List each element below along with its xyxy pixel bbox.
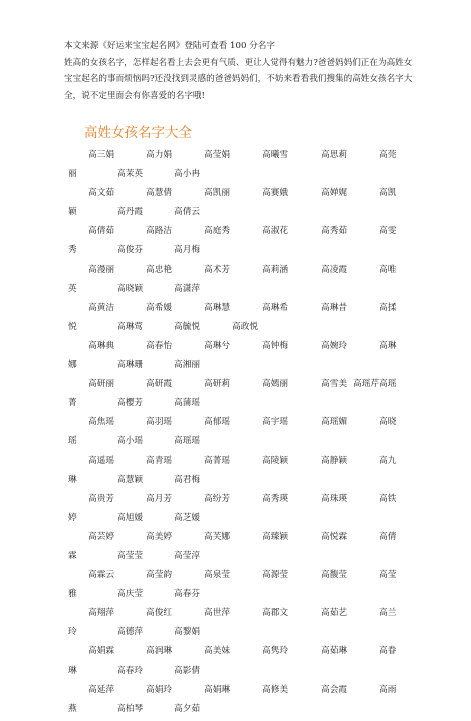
- name-cell: 高力娟: [146, 150, 173, 160]
- name-cell: 高雪美: [321, 379, 348, 390]
- name-row: [70, 454, 416, 473]
- name-cell: 婷: [68, 512, 77, 523]
- name-cell: 高思莉: [321, 150, 348, 160]
- name-cell: 高黄洁: [88, 302, 115, 313]
- name-cell: 高钟梅: [262, 340, 289, 351]
- name-cell: 高文茹: [88, 188, 115, 199]
- name-cell: 高晓: [379, 417, 397, 428]
- name-row: [70, 683, 416, 702]
- name-cell: 丽: [68, 169, 77, 180]
- name-cell: 高揉: [379, 302, 397, 313]
- name-cell: 高君梅: [174, 474, 201, 485]
- name-cell: 高琳昔: [321, 302, 348, 313]
- name-grid: [70, 148, 416, 721]
- name-cell: 高雯: [379, 226, 397, 237]
- name-cell: 玲: [68, 627, 77, 638]
- name-cell: 高九: [379, 455, 397, 466]
- name-cell: 高郡文: [262, 608, 289, 619]
- name-cell: 高倩: [379, 531, 397, 542]
- name-cell: 高秀茹: [321, 226, 348, 237]
- name-cell: 高曦雪: [262, 150, 289, 160]
- name-cell: 高月芳: [146, 493, 173, 504]
- name-cell: 菁: [68, 398, 77, 409]
- name-cell: 高茹琳: [321, 646, 348, 657]
- name-cell: 高庆莹: [117, 589, 144, 600]
- name-row: [70, 549, 416, 568]
- name-row: [70, 530, 416, 549]
- name-row: [70, 224, 416, 243]
- name-cell: 高青瑶: [146, 455, 173, 466]
- name-cell: 高术芳: [204, 264, 231, 275]
- name-cell: 高莹淳: [174, 550, 201, 561]
- name-row: [70, 644, 416, 663]
- name-row: [70, 320, 416, 339]
- name-cell: 高春玲: [117, 665, 144, 676]
- name-cell: 高娟霖: [88, 646, 115, 657]
- name-row: [70, 625, 416, 644]
- name-cell: 高悦霖: [321, 531, 348, 542]
- name-cell: 高延萍: [88, 684, 115, 695]
- source-line: 本文来源《好运来宝宝起名网》登陆可查看 100 分名字: [64, 41, 275, 51]
- name-cell: 高莞: [379, 150, 397, 160]
- name-cell: 高珠瑛: [321, 493, 348, 504]
- name-row: [70, 243, 416, 262]
- name-cell: 高研霞: [146, 379, 173, 390]
- name-row: [70, 263, 416, 282]
- name-cell: 高赛娥: [262, 188, 289, 199]
- name-row: [70, 339, 416, 358]
- name-row: [70, 167, 416, 186]
- name-cell: 高瑶芹: [353, 379, 380, 390]
- name-cell: 高琳莺: [117, 321, 144, 332]
- name-cell: 高蒲瑶: [174, 398, 201, 409]
- name-cell: 高翔萍: [88, 608, 115, 619]
- name-row: [70, 434, 416, 453]
- name-cell: 高忠艳: [146, 264, 173, 275]
- name-cell: 高黎娟: [174, 627, 201, 638]
- name-cell: 高秀瑛: [262, 493, 289, 504]
- name-row: [70, 282, 416, 301]
- name-cell: 高德萍: [117, 627, 144, 638]
- name-cell: 高陵颖: [262, 455, 289, 466]
- name-cell: 高焦瑶: [88, 417, 115, 428]
- name-cell: 高政悦: [232, 321, 259, 332]
- name-cell: 高路洁: [146, 226, 173, 237]
- name-cell: 高倩云: [174, 207, 201, 218]
- name-cell: 高琳希: [262, 302, 289, 313]
- name-cell: 高慧颖: [117, 474, 144, 485]
- name-cell: 高泉莹: [204, 570, 231, 581]
- name-cell: 高修美: [262, 684, 289, 695]
- name-cell: 琳: [68, 665, 77, 676]
- name-cell: 高郁瑶: [204, 417, 231, 428]
- name-cell: 高湘丽: [174, 360, 201, 371]
- name-cell: 高茉英: [117, 169, 144, 180]
- name-cell: 高铁: [379, 493, 397, 504]
- name-cell: 英: [68, 283, 77, 294]
- name-row: [70, 148, 416, 167]
- name-row: [70, 492, 416, 511]
- name-cell: 高凌霞: [321, 264, 348, 275]
- name-cell: 高雨: [379, 684, 397, 695]
- name-cell: 高瑶媚: [321, 417, 348, 428]
- name-cell: 高晓颖: [117, 283, 144, 294]
- name-cell: 高兰: [379, 608, 397, 619]
- name-cell: 高凯丽: [204, 188, 231, 199]
- name-cell: 高小冉: [174, 169, 201, 180]
- name-cell: 高茹艺: [321, 608, 348, 619]
- intro-text: 姓高的女孩名字，怎样起名看上去会更有气质、更让人觉得有魅力?爸爸妈妈们正在为高姓女宝宝起名的事而烦恼吗?还没找到灵感的爸爸妈妈们，不妨来看看我们搜集的高姓女孩名字大全，说不定里面会有你喜爱的名字哦!: [64, 57, 413, 101]
- section-heading: 高姓女孩名字大全: [84, 125, 192, 141]
- name-row: [70, 358, 416, 377]
- name-cell: 高倩茹: [88, 226, 115, 237]
- name-cell: 高俊芬: [117, 245, 144, 256]
- name-cell: 高小瑶: [117, 436, 144, 447]
- name-row: [70, 396, 416, 415]
- name-row: [70, 587, 416, 606]
- name-cell: 高娟琳: [204, 684, 231, 695]
- name-cell: 高芸婷: [88, 531, 115, 542]
- name-cell: 高菁瑶: [204, 455, 231, 466]
- name-cell: 高夕茹: [174, 703, 201, 714]
- name-row: [70, 301, 416, 320]
- name-cell: 高婉玲: [321, 340, 348, 351]
- name-cell: 高美妹: [204, 646, 231, 657]
- name-cell: 高静颖: [321, 455, 348, 466]
- name-row: [70, 473, 416, 492]
- name-cell: 雅: [68, 589, 77, 600]
- name-row: [70, 702, 416, 721]
- name-cell: 娜: [68, 360, 77, 371]
- name-cell: 高春芬: [174, 589, 201, 600]
- name-cell: 高源莹: [262, 570, 289, 581]
- name-cell: 高庭秀: [204, 226, 231, 237]
- name-cell: 颖: [68, 207, 77, 218]
- name-row: [70, 205, 416, 224]
- name-cell: 高春怡: [146, 340, 173, 351]
- name-cell: 燕: [68, 703, 77, 714]
- intro-paragraph: [64, 38, 420, 104]
- name-cell: 高润琳: [146, 646, 173, 657]
- name-cell: 高馥莹: [321, 570, 348, 581]
- name-cell: 高霖云: [88, 570, 115, 581]
- name-cell: 高芙娜: [204, 531, 231, 542]
- name-cell: 霖: [68, 550, 77, 561]
- name-cell: 高莹韵: [146, 570, 173, 581]
- name-cell: 高琳珊: [117, 360, 144, 371]
- name-cell: 琳: [68, 474, 77, 485]
- name-row: [70, 664, 416, 683]
- name-cell: 高淑花: [262, 226, 289, 237]
- name-cell: 秀: [68, 245, 77, 256]
- name-cell: 悦: [68, 321, 77, 332]
- name-cell: 高莉涵: [262, 264, 289, 275]
- name-cell: 高漫丽: [88, 264, 115, 275]
- name-cell: 高宇瑶: [262, 417, 289, 428]
- name-cell: 高旭媛: [117, 512, 144, 523]
- name-cell: 高研莉: [204, 379, 231, 390]
- name-cell: 高琳: [379, 340, 397, 351]
- name-cell: 高莹娟: [204, 150, 231, 160]
- name-cell: 高莹: [379, 570, 397, 581]
- name-cell: 高丹霞: [117, 207, 144, 218]
- name-row: [70, 377, 416, 396]
- name-cell: 高嫣丽: [262, 379, 289, 390]
- name-row: [70, 568, 416, 587]
- name-row: [70, 186, 416, 205]
- name-cell: 高柏琴: [117, 703, 144, 714]
- name-row: [70, 511, 416, 530]
- name-cell: 高眷: [379, 646, 397, 657]
- name-cell: 高芝媛: [174, 512, 201, 523]
- name-cell: 高纷芳: [204, 493, 231, 504]
- name-cell: 高唯: [379, 264, 397, 275]
- name-cell: 高俊红: [146, 608, 173, 619]
- name-cell: 高羽瑶: [146, 417, 173, 428]
- name-cell: 瑶: [68, 436, 77, 447]
- name-cell: 高隽玲: [262, 646, 289, 657]
- name-cell: 高世萍: [204, 608, 231, 619]
- name-cell: 高三娟: [88, 150, 115, 160]
- name-cell: 高慧倩: [146, 188, 173, 199]
- name-cell: 高琳典: [88, 340, 115, 351]
- name-cell: 高凯: [379, 188, 397, 199]
- name-cell: 高臻颖: [262, 531, 289, 542]
- name-cell: 高影倩: [174, 665, 201, 676]
- name-cell: 高娟玲: [146, 684, 173, 695]
- name-cell: 高琳兮: [204, 340, 231, 351]
- name-cell: 高樱芳: [117, 398, 144, 409]
- name-cell: 高美婷: [146, 531, 173, 542]
- name-cell: 高遥瑶: [88, 455, 115, 466]
- name-cell: 高瑶: [379, 379, 397, 390]
- name-cell: 高希媛: [146, 302, 173, 313]
- name-cell: 高会霞: [321, 684, 348, 695]
- name-cell: 高莹莹: [117, 550, 144, 561]
- name-cell: 高毓悦: [174, 321, 201, 332]
- name-cell: 高琳慧: [204, 302, 231, 313]
- name-cell: 高瑶瑶: [174, 436, 201, 447]
- name-cell: 高婵娓: [321, 188, 348, 199]
- name-cell: 高研丽: [88, 379, 115, 390]
- name-row: [70, 415, 416, 434]
- name-cell: 高潇萍: [174, 283, 201, 294]
- name-cell: 高贵芳: [88, 493, 115, 504]
- name-cell: 高月梅: [174, 245, 201, 256]
- name-row: [70, 606, 416, 625]
